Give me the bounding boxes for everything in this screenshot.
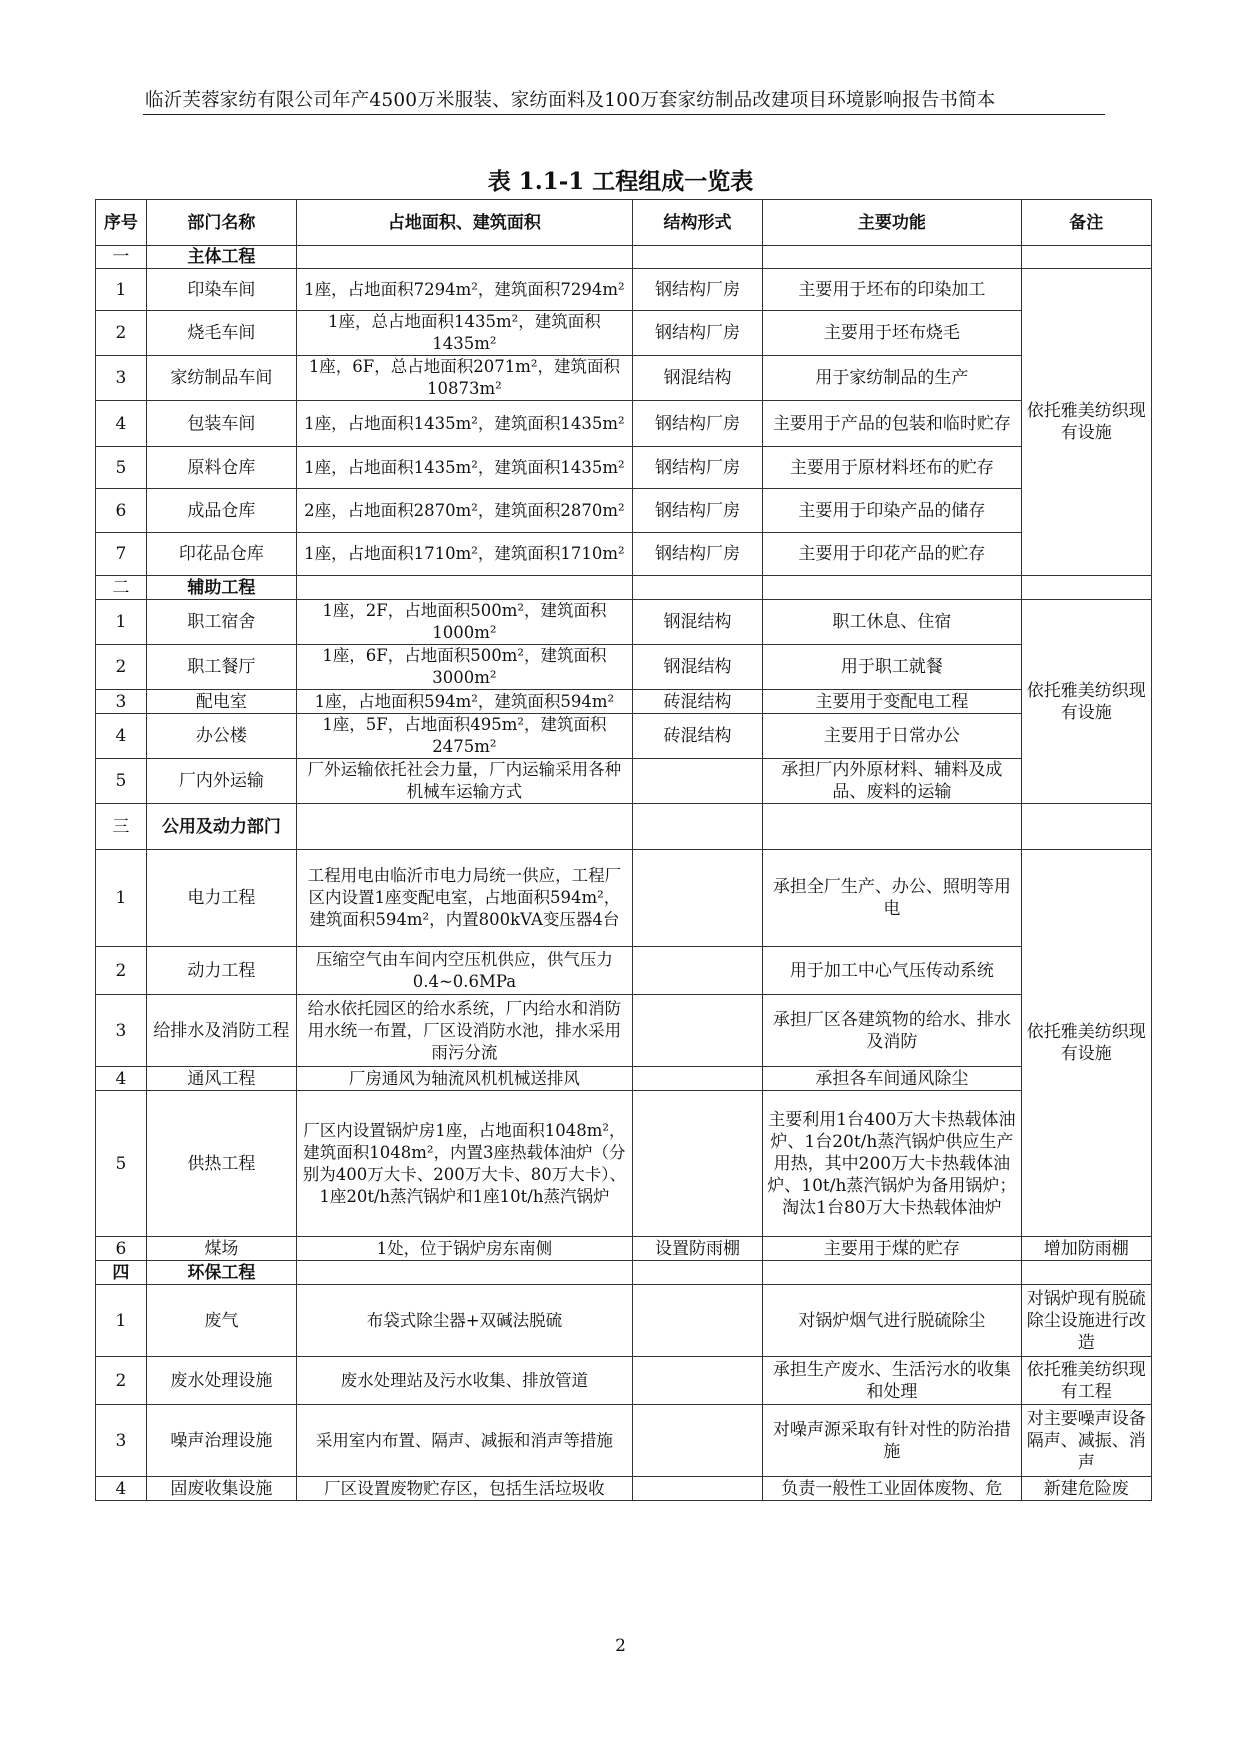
table-row: 5 原料仓库 1座，占地面积1435m²，建筑面积1435m² 钢结构厂房 主要用于原材料坯布的贮存 [96,447,1152,489]
col-header-name: 部门名称 [146,200,296,246]
col-header-area: 占地面积、建筑面积 [297,200,633,246]
note-cell: 依托雅美纺织现有设施 [1021,269,1151,576]
note-cell: 增加防雨棚 [1021,1237,1151,1261]
section-name: 主体工程 [146,246,296,269]
table-header-row [96,200,1152,246]
document-header: 临沂芙蓉家纺有限公司年产4500万米服装、家纺面料及100万套家纺制品改建项目环境影响报告书简本 [145,90,996,111]
note-cell: 依托雅美纺织现有设施 [1021,600,1151,804]
header-rule [143,114,1105,115]
section-number: 四 [96,1261,147,1285]
table-row: 5 厂内外运输 厂外运输依托社会力量，厂内运输采用各种机械车运输方式 承担厂内外原材料、辅料及成品、废料的运输 [96,759,1152,804]
table-row: 7 印花品仓库 1座，占地面积1710m²，建筑面积1710m² 钢结构厂房 主要用于印花产品的贮存 [96,533,1152,576]
section-row-environmental [96,1261,1152,1285]
table-row: 3 家纺制品车间 1座，6F，总占地面积2071m²，建筑面积10873m² 钢混结构 用于家纺制品的生产 [96,356,1152,401]
table-row: 1 废气 布袋式除尘器+双碱法脱硫 对锅炉烟气进行脱硫除尘 对锅炉现有脱硫除尘设施进行改造 [96,1285,1152,1357]
table-row: 3 配电室 1座，占地面积594m²，建筑面积594m² 砖混结构 主要用于变配电工程 [96,690,1152,714]
col-header-function: 主要功能 [763,200,1021,246]
table-row: 2 动力工程 压缩空气由车间内空压机供应，供气压力0.4~0.6MPa 用于加工中心气压传动系统 [96,947,1152,995]
page-number: 2 [615,1636,626,1656]
section-name: 公用及动力部门 [146,804,296,850]
table-row: 4 通风工程 厂房通风为轴流风机机械送排风 承担各车间通风除尘 [96,1067,1152,1091]
table-title: 表 1.1-1 工程组成一览表 [487,168,754,195]
col-header-structure: 结构形式 [632,200,762,246]
table-row: 6 成品仓库 2座，占地面积2870m²，建筑面积2870m² 钢结构厂房 主要用于印染产品的储存 [96,489,1152,533]
col-header-no: 序号 [96,200,147,246]
table-row: 4 办公楼 1座，5F，占地面积495m²，建筑面积2475m² 砖混结构 主要用于日常办公 [96,714,1152,759]
table-row: 2 职工餐厅 1座，6F，占地面积500m²，建筑面积3000m² 钢混结构 用于职工就餐 [96,645,1152,690]
section-number: 一 [96,246,147,269]
engineering-composition-table [95,199,1152,1501]
table-row: 4 固废收集设施 厂区设置废物贮存区，包括生活垃圾收 负责一般性工业固体废物、危 新建危险废 [96,1477,1152,1501]
note-cell: 对锅炉现有脱硫除尘设施进行改造 [1021,1285,1151,1357]
table-row: 3 噪声治理设施 采用室内布置、隔声、减振和消声等措施 对噪声源采取有针对性的防治措施 对主要噪声设备隔声、减振、消声 [96,1405,1152,1477]
note-cell: 新建危险废 [1021,1477,1151,1501]
table-row: 1 职工宿舍 1座，2F，占地面积500m²，建筑面积1000m² 钢混结构 职工休息、住宿 依托雅美纺织现有设施 [96,600,1152,645]
section-row-utilities [96,804,1152,850]
note-cell: 依托雅美纺织现有工程 [1021,1357,1151,1405]
section-number: 三 [96,804,147,850]
table-row: 5 供热工程 厂区内设置锅炉房1座，占地面积1048m²，建筑面积1048m²，内置3座热载体油炉（分别为400万大卡、200万大卡、80万大卡）、1座20t/h蒸汽锅炉和1座10t/h蒸汽锅炉 主要利用1台400万大卡热载体油炉、1台20t/h蒸汽锅炉供应生产用热，其中200万大卡热载体油炉、10t/h蒸汽锅炉为备用锅炉；淘汰1台80万大卡热载体油炉 [96,1091,1152,1237]
table-row: 6 煤场 1处，位于锅炉房东南侧 设置防雨棚 主要用于煤的贮存 增加防雨棚 [96,1237,1152,1261]
table-row: 4 包装车间 1座，占地面积1435m²，建筑面积1435m² 钢结构厂房 主要用于产品的包装和临时贮存 [96,401,1152,447]
section-name: 辅助工程 [146,576,296,600]
section-row-auxiliary [96,576,1152,600]
table-row: 2 烧毛车间 1座，总占地面积1435m²，建筑面积1435m² 钢结构厂房 主要用于坯布烧毛 [96,311,1152,356]
table-row: 3 给排水及消防工程 给水依托园区的给水系统，厂内给水和消防用水统一布置，厂区设消防水池，排水采用雨污分流 承担厂区各建筑物的给水、排水及消防 [96,995,1152,1067]
table-row: 2 废水处理设施 废水处理站及污水收集、排放管道 承担生产废水、生活污水的收集和处理 依托雅美纺织现有工程 [96,1357,1152,1405]
table-row: 1 印染车间 1座，占地面积7294m²，建筑面积7294m² 钢结构厂房 主要用于坯布的印染加工 依托雅美纺织现有设施 [96,269,1152,311]
section-row-main [96,246,1152,269]
section-number: 二 [96,576,147,600]
col-header-note: 备注 [1021,200,1151,246]
note-cell: 对主要噪声设备隔声、减振、消声 [1021,1405,1151,1477]
table-row: 1 电力工程 工程用电由临沂市电力局统一供应，工程厂区内设置1座变配电室，占地面积594m²，建筑面积594m²，内置800kVA变压器4台 承担全厂生产、办公、照明等用电 依托雅美纺织现有设施 [96,850,1152,947]
note-cell: 依托雅美纺织现有设施 [1021,850,1151,1237]
section-name: 环保工程 [146,1261,296,1285]
